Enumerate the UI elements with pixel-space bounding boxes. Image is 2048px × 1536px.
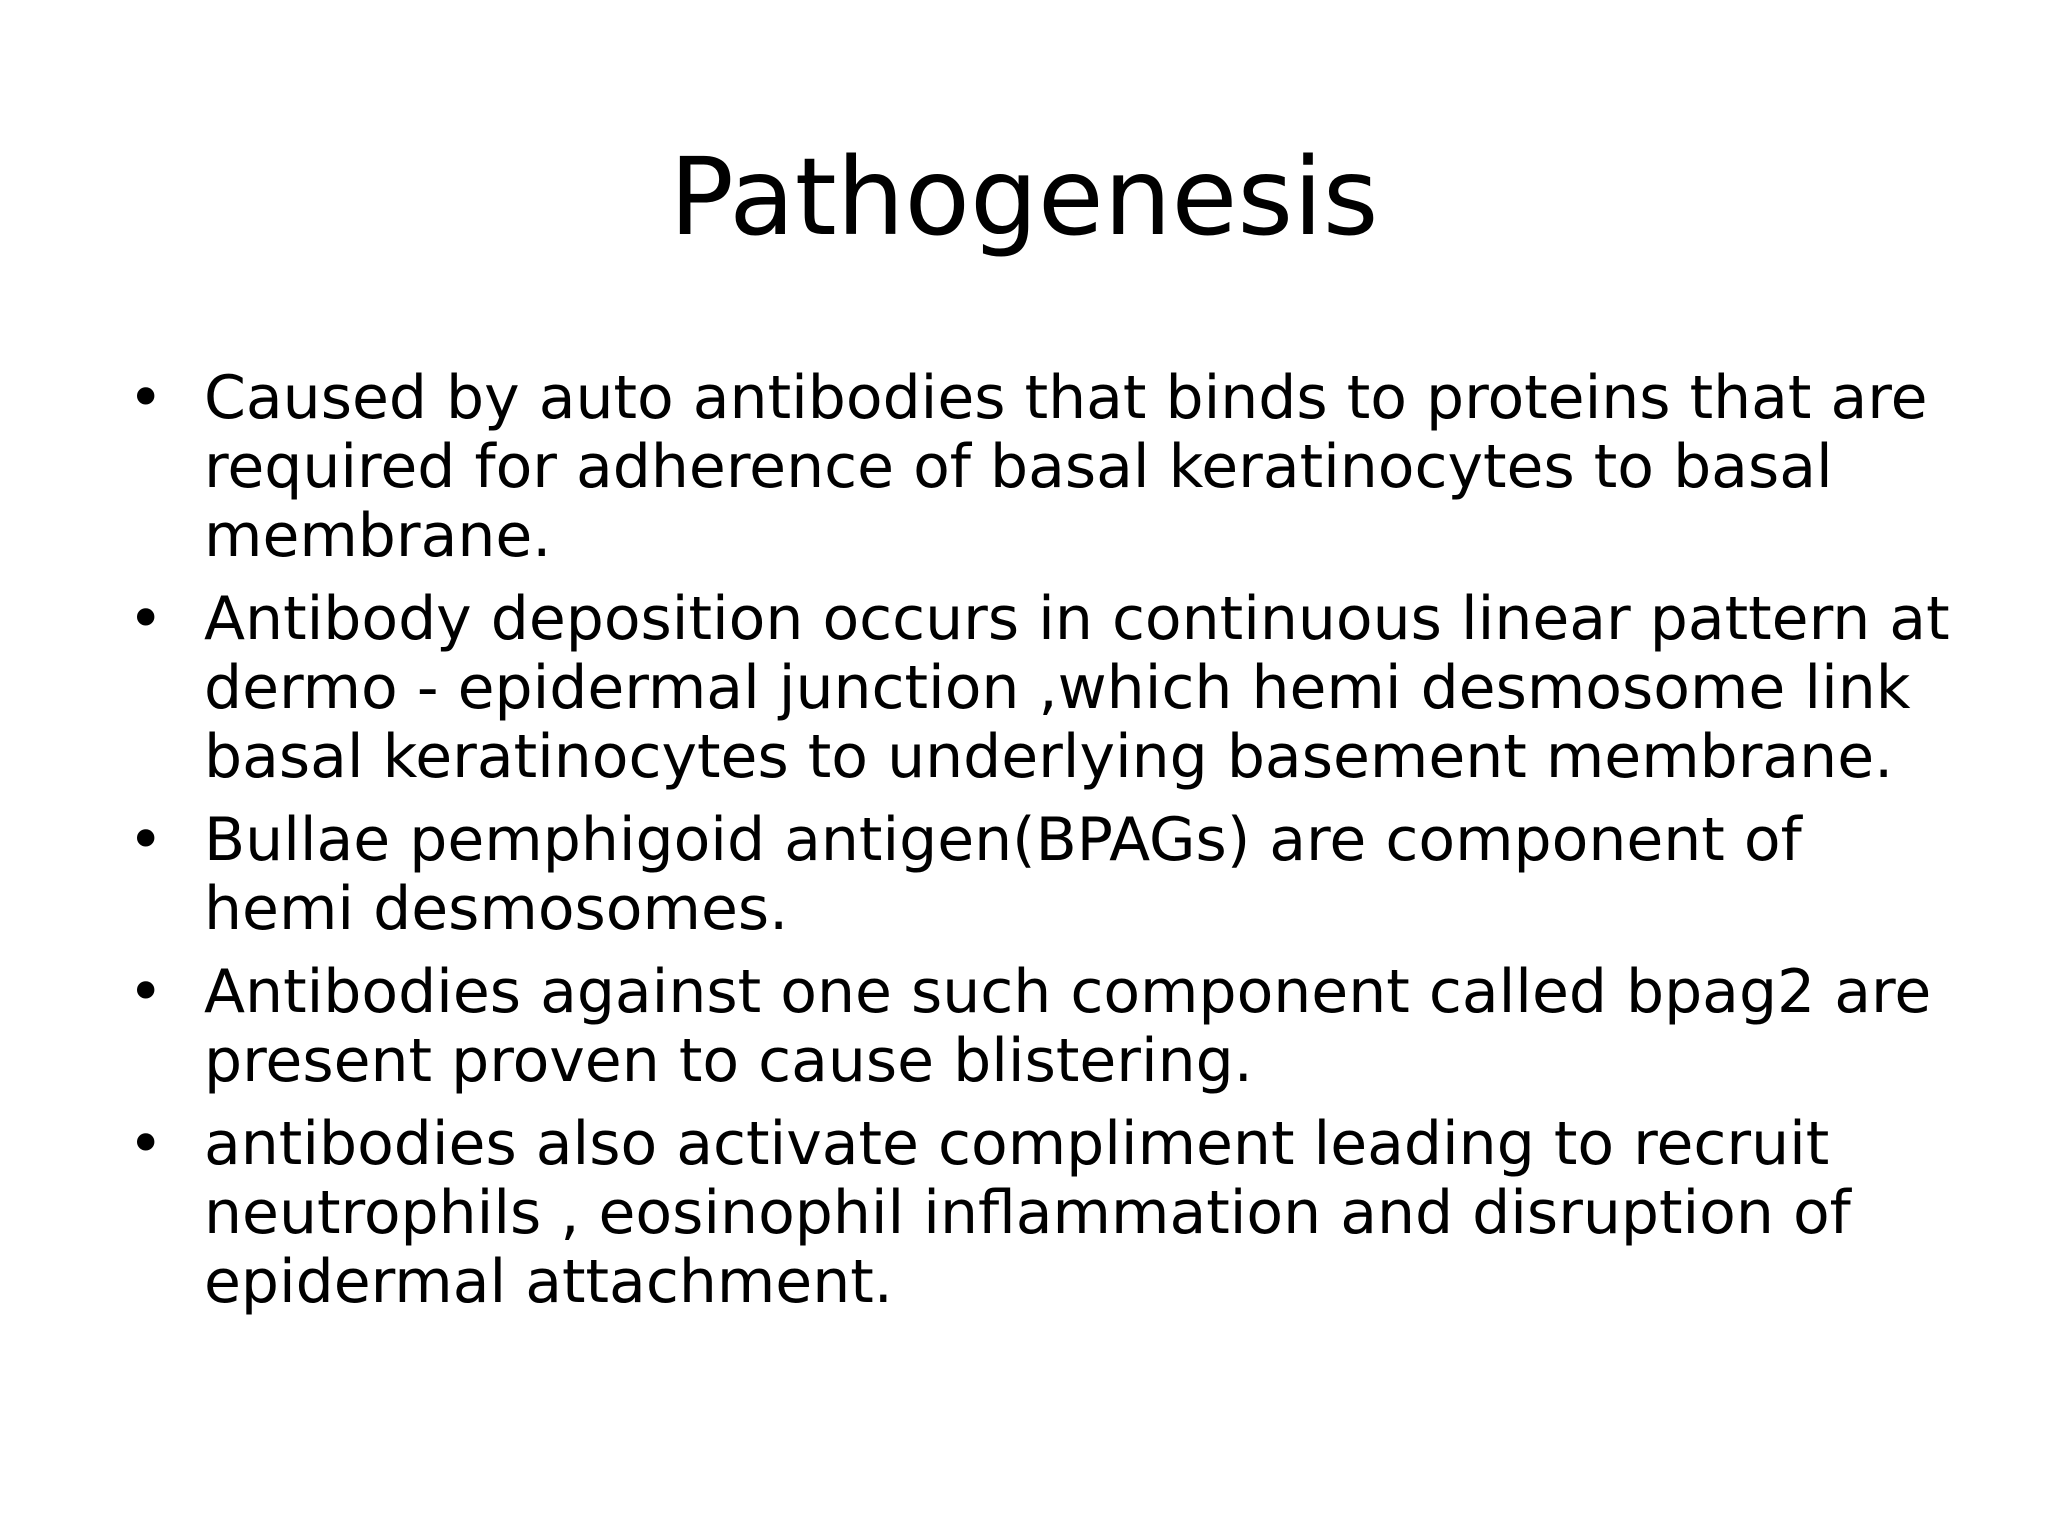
- bullet-item: • antibodies also activate compliment leading to recruit neutrophils , eosinophil inflammation and disruption of epidermal attachment.: [128, 1110, 1968, 1317]
- bullet-item: • Antibody deposition occurs in continuous linear pattern at dermo - epidermal junction ,which hemi desmosome link basal keratinocytes to underlying basement membrane.: [128, 585, 1968, 792]
- bullet-item: • Antibodies against one such component called bpag2 are present proven to cause blistering.: [128, 958, 1968, 1096]
- bullet-list: [128, 364, 1968, 1331]
- bullet-item: • Caused by auto antibodies that binds to proteins that are required for adherence of basal keratinocytes to basal membrane.: [128, 364, 1968, 571]
- bullet-item: • Bullae pemphigoid antigen(BPAGs) are component of hemi desmosomes.: [128, 806, 1968, 944]
- slide-title: Pathogenesis: [669, 136, 1379, 260]
